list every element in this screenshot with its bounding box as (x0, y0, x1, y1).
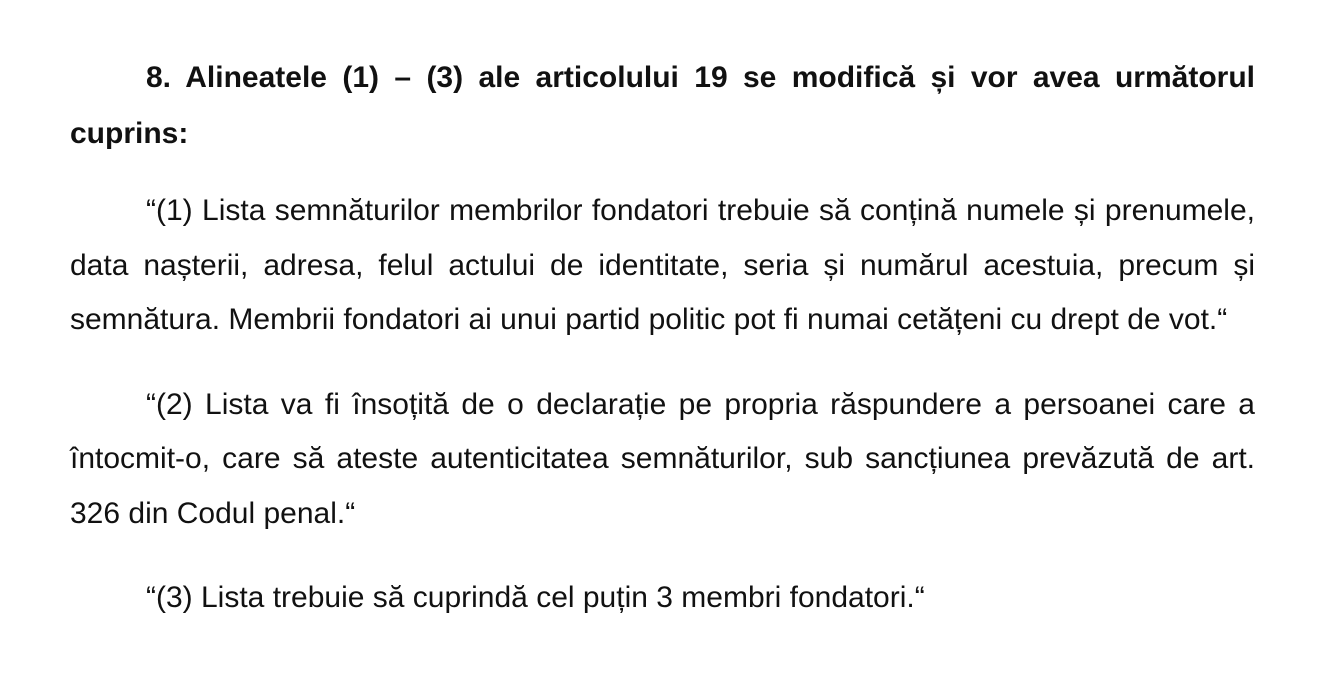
paragraph-2: “(2) Lista va fi însoțită de o declarație pe propria răspundere a persoanei care a întocmit-o, care să ateste autenticitatea semnăturilor, sub sancțiunea prevăzută de art. 326 din Codul penal.“ (70, 387, 1255, 530)
amendment-heading: 8. Alineatele (1) – (3) ale articolului 19 se modifică și vor avea următorul cuprins: (70, 61, 1255, 150)
document-page (70, 50, 1255, 626)
paragraph-1: “(1) Lista semnăturilor membrilor fondatori trebuie să conțină numele și prenumele, data nașterii, adresa, felul actului de identitate, seria și numărul acestuia, precum și semnătura. Membrii fondatori ai unui partid politic pot fi numai cetățeni cu drept de vot.“ (70, 194, 1255, 336)
paragraph-3: “(3) Lista trebuie să cuprindă cel puțin 3 membri fondatori.“ (146, 581, 925, 614)
